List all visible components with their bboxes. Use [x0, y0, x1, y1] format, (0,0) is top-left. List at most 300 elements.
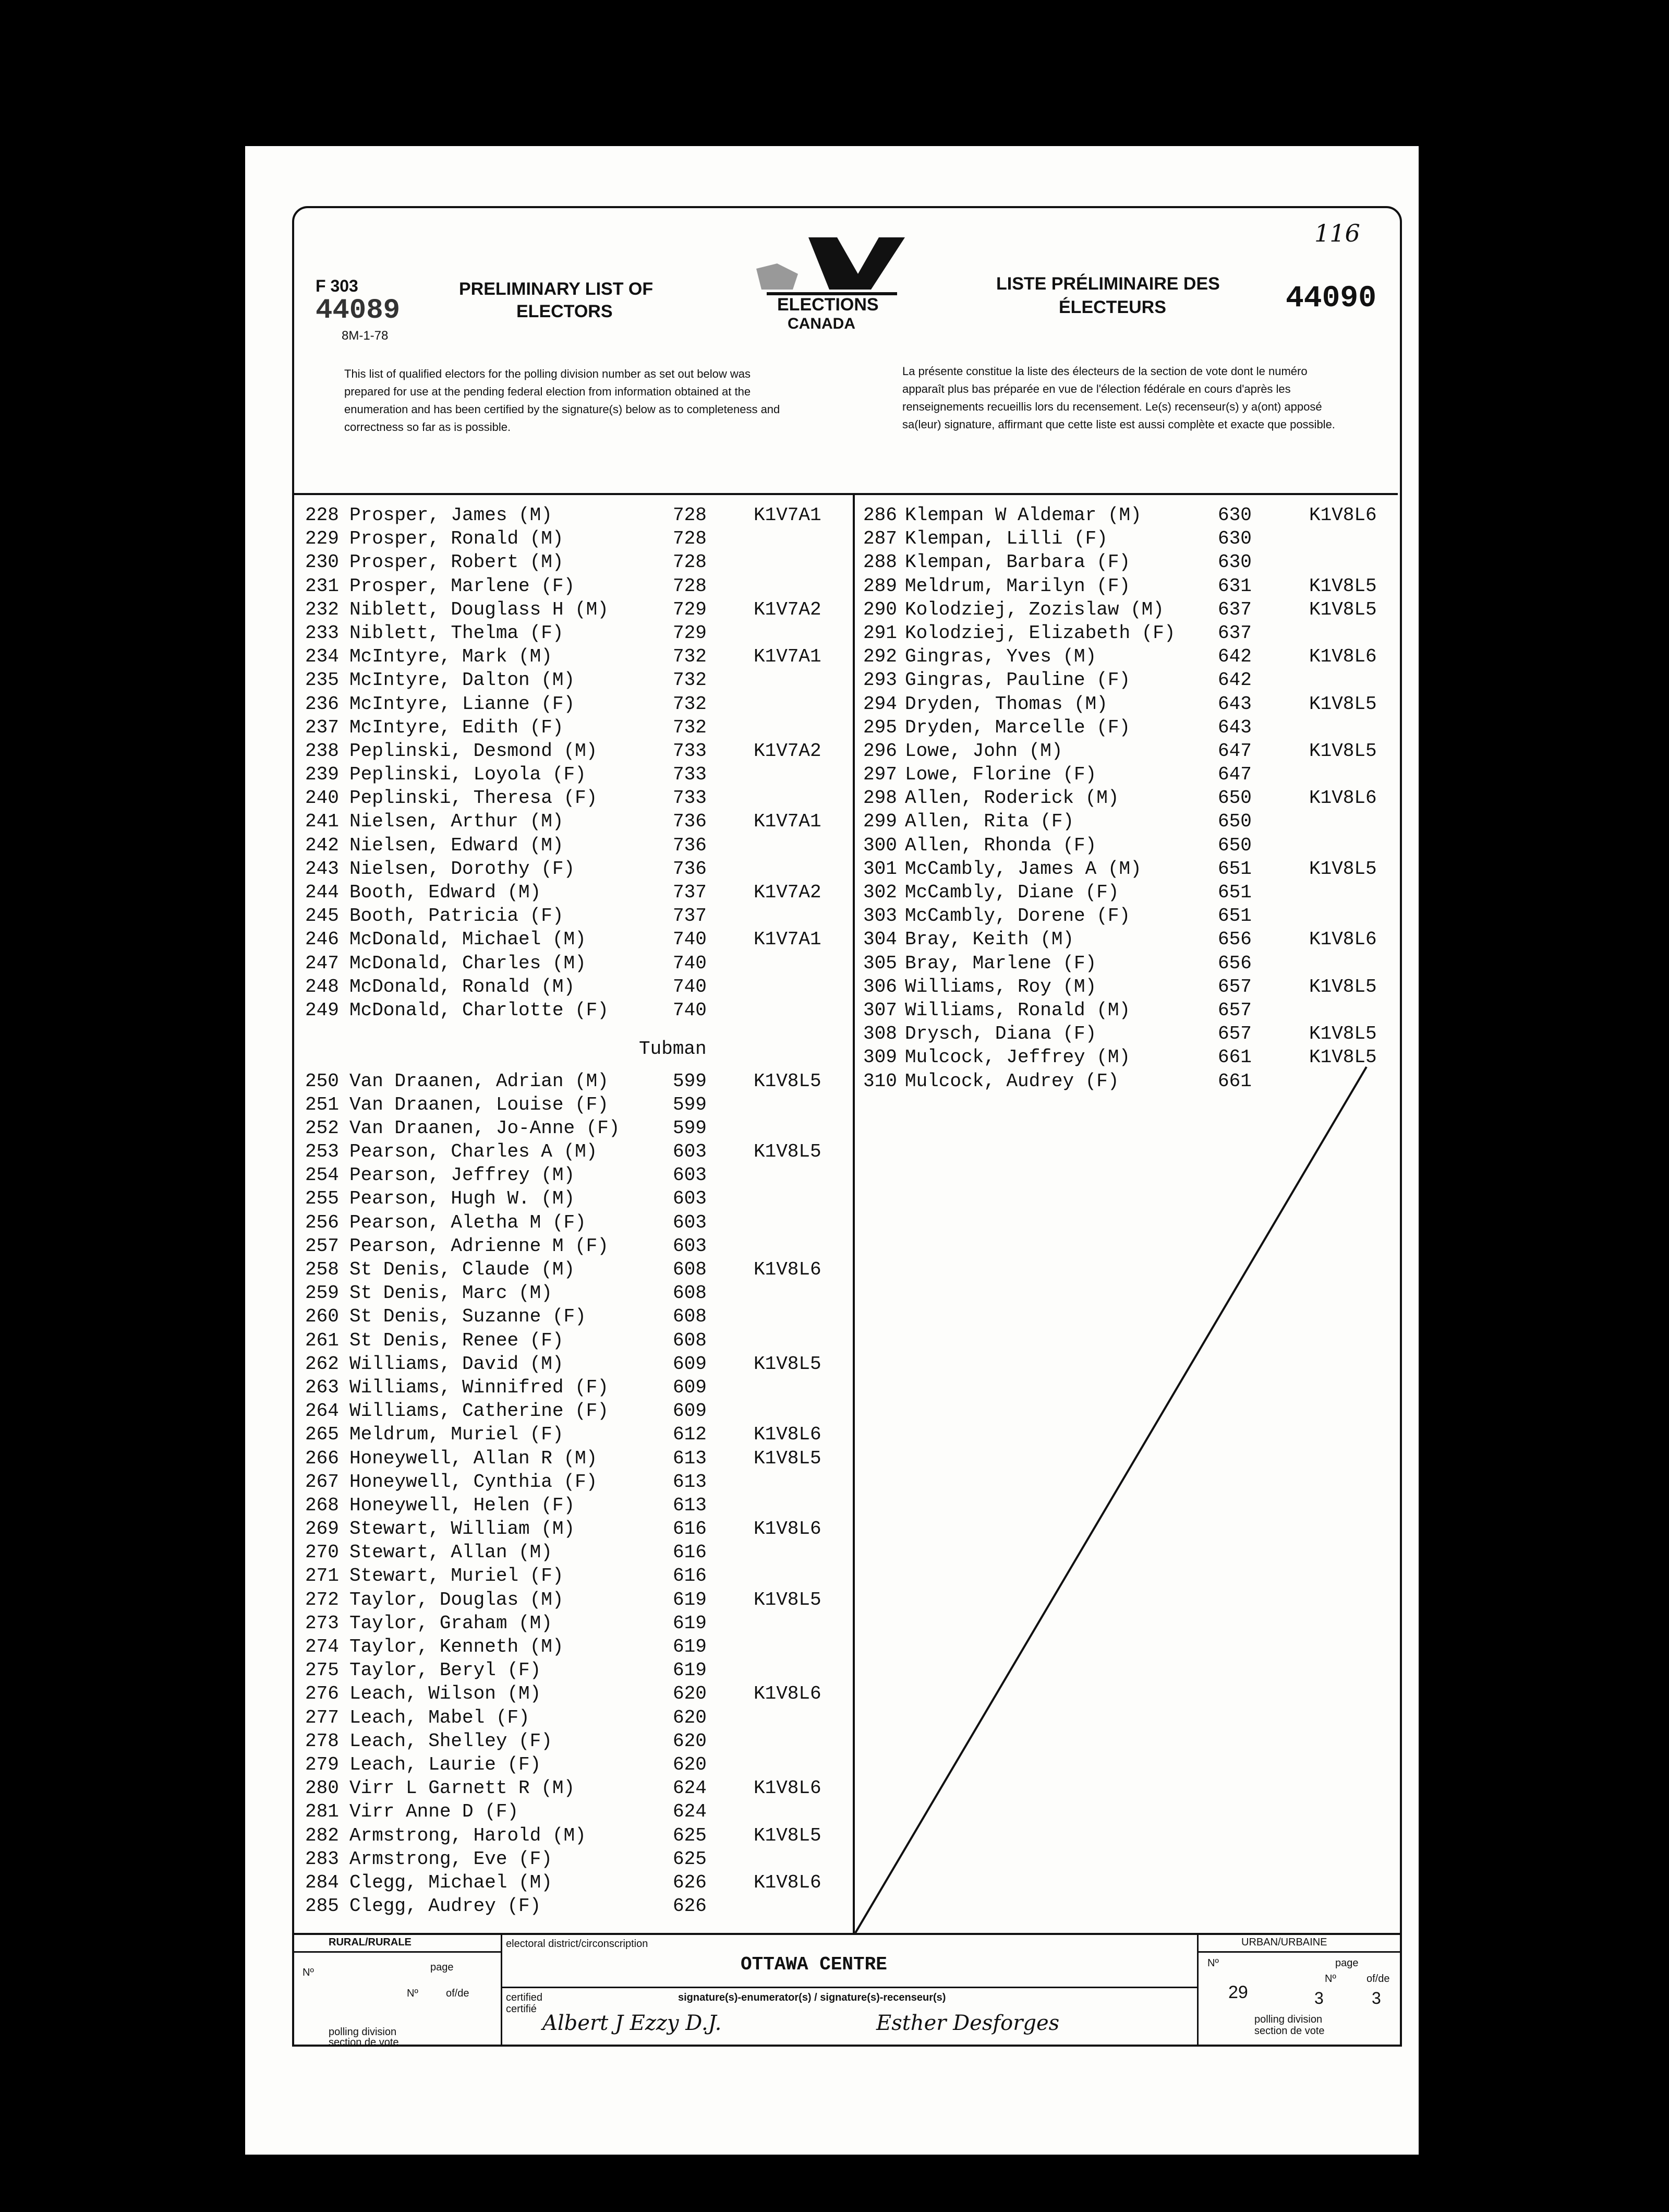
postal-code: K1V8L5: [1309, 598, 1377, 620]
elector-number: 269: [305, 1518, 339, 1540]
elector-number: 266: [305, 1447, 339, 1469]
elector-name: Nielsen, Arthur (M): [349, 811, 564, 833]
elector-number: 251: [305, 1093, 339, 1115]
elector-name: Taylor, Douglas (M): [349, 1589, 564, 1610]
elector-name: Mulcock, Jeffrey (M): [905, 1047, 1131, 1068]
elector-number: 231: [305, 575, 339, 597]
elector-number: 295: [863, 716, 897, 738]
street-number: 631: [1218, 575, 1252, 597]
elector-name: McDonald, Charlotte (F): [349, 999, 609, 1021]
urban-page-no-label: Nº: [1325, 1973, 1336, 1985]
postal-code: K1V7A1: [754, 646, 821, 668]
elector-number: 299: [863, 811, 897, 833]
elector-name: St Denis, Claude (M): [349, 1259, 575, 1280]
elector-name: Armstrong, Eve (F): [349, 1848, 552, 1870]
street-number: 736: [673, 811, 707, 833]
street-number: 608: [673, 1259, 707, 1280]
elector-number: 241: [305, 811, 339, 833]
elector-number: 262: [305, 1353, 339, 1375]
street-number: 647: [1218, 740, 1252, 762]
elector-number: 240: [305, 787, 339, 809]
elector-name: McDonald, Michael (M): [349, 929, 586, 951]
street-number: 625: [673, 1824, 707, 1846]
street-number: 733: [673, 764, 707, 786]
form-date: 8M-1-78: [342, 329, 389, 343]
elector-name: McDonald, Ronald (M): [349, 976, 575, 997]
street-number: 650: [1218, 811, 1252, 833]
elector-number: 261: [305, 1329, 339, 1351]
street-number: 608: [673, 1282, 707, 1304]
elector-number: 265: [305, 1424, 339, 1446]
postal-code: K1V7A1: [754, 929, 821, 951]
street-number: 643: [1218, 693, 1252, 715]
elector-number: 297: [863, 764, 897, 786]
elector-name: Pearson, Aletha M (F): [349, 1211, 586, 1233]
note-french: La présente constitue la liste des électeurs de la section de vote dont le numéro apparaît plus bas préparée en vue de l'élection fédérale en cours d'après les renseignements recueillis lors du recensement. Le(s) recenseur(s) y a(ont) apposé sa(leur) signature, affirmant que cette liste est aussi complète et exacte que possible.: [902, 365, 1335, 431]
street-number: 728: [673, 528, 707, 550]
elector-number: 287: [863, 528, 897, 550]
elector-number: 237: [305, 716, 339, 738]
elector-name: McIntyre, Edith (F): [349, 716, 564, 738]
elector-name: Allen, Roderick (M): [905, 787, 1119, 809]
elector-number: 293: [863, 669, 897, 691]
elector-name: Leach, Shelley (F): [349, 1730, 552, 1752]
elector-name: McCambly, Diane (F): [905, 882, 1119, 903]
elector-name: Booth, Edward (M): [349, 882, 541, 903]
elector-name: Williams, Catherine (F): [349, 1400, 609, 1422]
elector-number: 250: [305, 1070, 339, 1092]
elector-name: Allen, Rita (F): [905, 811, 1074, 833]
postal-code: K1V8L5: [754, 1141, 821, 1163]
elector-number: 243: [305, 858, 339, 880]
elector-name: St Denis, Renee (F): [349, 1329, 564, 1351]
elector-number: 307: [863, 999, 897, 1021]
elector-number: 275: [305, 1660, 339, 1681]
elector-number: 305: [863, 952, 897, 974]
street-number: 657: [1218, 976, 1252, 997]
elector-name: Williams, Roy (M): [905, 976, 1097, 997]
elector-number: 283: [305, 1848, 339, 1870]
title-en-line2: ELECTORS: [516, 302, 613, 321]
elector-name: St Denis, Marc (M): [349, 1282, 552, 1304]
note-english: This list of qualified electors for the polling division number as set out below was prepared for use at the pending federal election from information obtained at the enumeration and has been certified by the signature(s) below as to completeness and correctness so far as is possible.: [344, 367, 780, 434]
postal-code: K1V8L5: [1309, 976, 1377, 997]
urban-polling-division-label: polling division section de vote: [1254, 2014, 1325, 2037]
elector-name: Prosper, Robert (M): [349, 551, 564, 573]
elector-name: Van Draanen, Adrian (M): [349, 1070, 609, 1092]
postal-code: K1V8L5: [1309, 1047, 1377, 1068]
street-number: 599: [673, 1117, 707, 1139]
street-number: 599: [673, 1070, 707, 1092]
street-number: 624: [673, 1777, 707, 1799]
street-number: 619: [673, 1612, 707, 1634]
rural-page-no-label: Nº: [407, 1988, 418, 1999]
signature-enumerator-2: Esther Desforges: [876, 2011, 1060, 2035]
elector-name: Virr L Garnett R (M): [349, 1777, 575, 1799]
elector-name: Stewart, Allan (M): [349, 1542, 552, 1564]
elector-number: 228: [305, 504, 339, 526]
elector-number: 236: [305, 693, 339, 715]
street-number: 609: [673, 1376, 707, 1398]
street-number: 608: [673, 1329, 707, 1351]
elector-number: 263: [305, 1376, 339, 1398]
street-number: 603: [673, 1141, 707, 1163]
street-number: 609: [673, 1353, 707, 1375]
form-code: F 303: [316, 276, 358, 295]
elector-number: 301: [863, 858, 897, 880]
elector-number: 300: [863, 834, 897, 856]
street-number: 620: [673, 1753, 707, 1775]
elector-name: Bray, Keith (M): [905, 929, 1074, 951]
street-number: 643: [1218, 716, 1252, 738]
handwritten-mark: 116: [1314, 219, 1360, 247]
elector-number: 255: [305, 1188, 339, 1210]
street-number: 619: [673, 1589, 707, 1610]
elector-name: Meldrum, Marilyn (F): [905, 575, 1131, 597]
elector-name: Williams, Winnifred (F): [349, 1376, 609, 1398]
street-number: 729: [673, 598, 707, 620]
street-number: 616: [673, 1518, 707, 1540]
elector-number: 235: [305, 669, 339, 691]
elector-number: 252: [305, 1117, 339, 1139]
street-number: 624: [673, 1801, 707, 1823]
street-number: 608: [673, 1306, 707, 1328]
street-number: 603: [673, 1211, 707, 1233]
street-number: 657: [1218, 999, 1252, 1021]
elector-number: 284: [305, 1871, 339, 1893]
postal-code: K1V7A2: [754, 598, 821, 620]
street-number: 637: [1218, 598, 1252, 620]
page-number: 3: [1314, 1989, 1324, 2007]
street-number: 603: [673, 1235, 707, 1257]
elector-number: 306: [863, 976, 897, 997]
elector-name: St Denis, Suzanne (F): [349, 1306, 586, 1328]
urban-page-label: page: [1335, 1957, 1359, 1969]
elector-number: 247: [305, 952, 339, 974]
postal-code: K1V8L6: [1309, 646, 1377, 668]
elector-number: 267: [305, 1471, 339, 1493]
elector-number: 249: [305, 999, 339, 1021]
postal-code: K1V8L5: [754, 1070, 821, 1092]
elector-name: Mulcock, Audrey (F): [905, 1070, 1119, 1092]
elector-number: 280: [305, 1777, 339, 1799]
rural-page-label: page: [430, 1962, 454, 1973]
street-number: 740: [673, 999, 707, 1021]
elector-number: 242: [305, 834, 339, 856]
urban-of-label: of/de: [1366, 1973, 1390, 1985]
street-number: 651: [1218, 882, 1252, 903]
elector-number: 245: [305, 905, 339, 927]
elector-name: Virr Anne D (F): [349, 1801, 519, 1823]
rural-of-label: of/de: [446, 1988, 469, 1999]
postal-code: K1V7A1: [754, 811, 821, 833]
elector-number: 286: [863, 504, 897, 526]
elector-number: 272: [305, 1589, 339, 1610]
postal-code: K1V7A1: [754, 504, 821, 526]
street-number: 613: [673, 1447, 707, 1469]
postal-code: K1V8L5: [1309, 858, 1377, 880]
elector-number: 294: [863, 693, 897, 715]
elector-name: Van Draanen, Louise (F): [349, 1093, 609, 1115]
polling-division-number: 29: [1228, 1982, 1248, 2002]
elector-name: Gingras, Pauline (F): [905, 669, 1131, 691]
street-number: 626: [673, 1895, 707, 1917]
street-number: 740: [673, 929, 707, 951]
logo-text: ELECTIONS: [777, 295, 879, 315]
street-number: 603: [673, 1188, 707, 1210]
page-total: 3: [1372, 1989, 1381, 2007]
certified-label: certified certifié: [506, 1992, 543, 2015]
elector-name: Clegg, Michael (M): [349, 1871, 552, 1893]
elector-name: Honeywell, Helen (F): [349, 1494, 575, 1516]
elector-name: Taylor, Beryl (F): [349, 1660, 541, 1681]
elector-name: Taylor, Kenneth (M): [349, 1636, 564, 1657]
urban-no-label: Nº: [1207, 1957, 1219, 1969]
elector-number: 248: [305, 976, 339, 997]
elector-name: Dryden, Thomas (M): [905, 693, 1108, 715]
elector-name: Drysch, Diana (F): [905, 1023, 1097, 1045]
elector-name: Niblett, Thelma (F): [349, 622, 564, 644]
elector-name: Armstrong, Harold (M): [349, 1824, 586, 1846]
street-number: 609: [673, 1400, 707, 1422]
elector-number: 238: [305, 740, 339, 762]
elector-name: Peplinski, Theresa (F): [349, 787, 598, 809]
elector-name: Bray, Marlene (F): [905, 952, 1097, 974]
street-number: 729: [673, 622, 707, 644]
elector-number: 232: [305, 598, 339, 620]
street-number: 599: [673, 1093, 707, 1115]
postal-code: K1V8L6: [1309, 787, 1377, 809]
elector-number: 253: [305, 1141, 339, 1163]
elector-number: 296: [863, 740, 897, 762]
street-number: 657: [1218, 1023, 1252, 1045]
street-number: 661: [1218, 1047, 1252, 1068]
urban-label: URBAN/URBAINE: [1241, 1937, 1327, 1948]
elector-name: McIntyre, Mark (M): [349, 646, 552, 668]
street-number: 620: [673, 1706, 707, 1728]
elector-number: 291: [863, 622, 897, 644]
elector-number: 259: [305, 1282, 339, 1304]
postal-code: K1V8L6: [754, 1424, 821, 1446]
elector-number: 279: [305, 1753, 339, 1775]
street-number: 612: [673, 1424, 707, 1446]
street-number: 728: [673, 551, 707, 573]
street-number: 740: [673, 952, 707, 974]
postal-code: K1V8L5: [754, 1353, 821, 1375]
street-number: 613: [673, 1494, 707, 1516]
street-number: 650: [1218, 834, 1252, 856]
street-number: 733: [673, 740, 707, 762]
elector-name: Kolodziej, Zozislaw (M): [905, 598, 1164, 620]
street-number: 616: [673, 1565, 707, 1587]
elector-name: Taylor, Graham (M): [349, 1612, 552, 1634]
street-number: 647: [1218, 764, 1252, 786]
street-heading: Tubman: [639, 1038, 707, 1060]
elector-number: 268: [305, 1494, 339, 1516]
electoral-district: OTTAWA CENTRE: [741, 1954, 887, 1975]
title-fr-line2: ÉLECTEURS: [1059, 297, 1166, 317]
elector-name: Honeywell, Cynthia (F): [349, 1471, 598, 1493]
street-number: 656: [1218, 952, 1252, 974]
elector-name: Stewart, Muriel (F): [349, 1565, 564, 1587]
elector-number: 282: [305, 1824, 339, 1846]
street-number: 619: [673, 1636, 707, 1657]
elector-number: 271: [305, 1565, 339, 1587]
elector-number: 289: [863, 575, 897, 597]
elector-name: Meldrum, Muriel (F): [349, 1424, 564, 1446]
street-number: 733: [673, 787, 707, 809]
street-number: 736: [673, 834, 707, 856]
elector-number: 309: [863, 1047, 897, 1068]
street-number: 732: [673, 669, 707, 691]
elector-name: Clegg, Audrey (F): [349, 1895, 541, 1917]
elector-name: Pearson, Jeffrey (M): [349, 1164, 575, 1186]
elector-number: 285: [305, 1895, 339, 1917]
elector-name: Stewart, William (M): [349, 1518, 575, 1540]
elector-number: 303: [863, 905, 897, 927]
elector-number: 246: [305, 929, 339, 951]
street-number: 619: [673, 1660, 707, 1681]
street-number: 637: [1218, 622, 1252, 644]
street-number: 740: [673, 976, 707, 997]
street-number: 651: [1218, 858, 1252, 880]
elector-name: McIntyre, Dalton (M): [349, 669, 575, 691]
elector-number: 288: [863, 551, 897, 573]
elector-name: Niblett, Douglass H (M): [349, 598, 609, 620]
street-number: 650: [1218, 787, 1252, 809]
serial-number-left: 44089: [316, 295, 401, 327]
elector-name: Prosper, Marlene (F): [349, 575, 575, 597]
elector-name: Williams, Ronald (M): [905, 999, 1131, 1021]
elector-name: Klempan W Aldemar (M): [905, 504, 1142, 526]
elector-name: McDonald, Charles (M): [349, 952, 586, 974]
elector-number: 292: [863, 646, 897, 668]
postal-code: K1V8L6: [754, 1518, 821, 1540]
elector-number: 258: [305, 1259, 339, 1280]
street-number: 651: [1218, 905, 1252, 927]
elector-name: Dryden, Marcelle (F): [905, 716, 1131, 738]
street-number: 732: [673, 646, 707, 668]
street-number: 737: [673, 882, 707, 903]
elector-name: Van Draanen, Jo-Anne (F): [349, 1117, 620, 1139]
elector-name: Lowe, John (M): [905, 740, 1063, 762]
postal-code: K1V8L5: [1309, 1023, 1377, 1045]
postal-code: K1V8L5: [1309, 693, 1377, 715]
street-number: 626: [673, 1871, 707, 1893]
postal-code: K1V8L5: [1309, 740, 1377, 762]
elector-name: Nielsen, Edward (M): [349, 834, 564, 856]
elector-name: Prosper, Ronald (M): [349, 528, 564, 550]
elector-number: 308: [863, 1023, 897, 1045]
postal-code: K1V8L6: [754, 1871, 821, 1893]
rural-polling-division-label: polling division section de vote: [329, 2026, 399, 2048]
signature-label: signature(s)-enumerator(s) / signature(s)-recenseur(s): [678, 1992, 946, 2003]
postal-code: K1V8L6: [754, 1777, 821, 1799]
street-number: 630: [1218, 504, 1252, 526]
svg-text:CANADA: CANADA: [788, 315, 855, 332]
street-number: 728: [673, 575, 707, 597]
rural-label: RURAL/RURALE: [329, 1937, 412, 1948]
footer-top-line: [292, 1933, 1400, 1935]
elector-name: Leach, Mabel (F): [349, 1706, 530, 1728]
elector-name: Pearson, Hugh W. (M): [349, 1188, 575, 1210]
elector-name: McCambly, Dorene (F): [905, 905, 1131, 927]
elector-number: 257: [305, 1235, 339, 1257]
street-number: 630: [1218, 551, 1252, 573]
postal-code: K1V8L5: [754, 1824, 821, 1846]
elector-name: Klempan, Lilli (F): [905, 528, 1108, 550]
elector-name: Klempan, Barbara (F): [905, 551, 1131, 573]
elector-number: 304: [863, 929, 897, 951]
elector-name: Pearson, Charles A (M): [349, 1141, 598, 1163]
elector-number: 239: [305, 764, 339, 786]
street-number: 625: [673, 1848, 707, 1870]
street-number: 661: [1218, 1070, 1252, 1092]
elector-name: Pearson, Adrienne M (F): [349, 1235, 609, 1257]
postal-code: K1V7A2: [754, 740, 821, 762]
elector-number: 277: [305, 1706, 339, 1728]
elector-name: McCambly, James A (M): [905, 858, 1142, 880]
elector-name: Peplinski, Loyola (F): [349, 764, 586, 786]
serial-number-right: 44090: [1286, 282, 1377, 316]
elector-number: 302: [863, 882, 897, 903]
elector-name: Nielsen, Dorothy (F): [349, 858, 575, 880]
street-number: 603: [673, 1164, 707, 1186]
elector-number: 276: [305, 1683, 339, 1705]
street-number: 620: [673, 1730, 707, 1752]
elector-name: Prosper, James (M): [349, 504, 552, 526]
elector-number: 278: [305, 1730, 339, 1752]
elector-number: 298: [863, 787, 897, 809]
street-number: 630: [1218, 528, 1252, 550]
elector-name: Leach, Laurie (F): [349, 1753, 541, 1775]
rural-no-label: Nº: [303, 1967, 314, 1978]
elector-name: Honeywell, Allan R (M): [349, 1447, 598, 1469]
postal-code: K1V7A2: [754, 882, 821, 903]
elector-number: 256: [305, 1211, 339, 1233]
street-number: 642: [1218, 669, 1252, 691]
elector-number: 254: [305, 1164, 339, 1186]
street-number: 616: [673, 1542, 707, 1564]
elector-number: 281: [305, 1801, 339, 1823]
elector-name: Booth, Patricia (F): [349, 905, 564, 927]
elector-number: 270: [305, 1542, 339, 1564]
postal-code: K1V8L5: [1309, 575, 1377, 597]
elector-number: 230: [305, 551, 339, 573]
postal-code: K1V8L6: [1309, 504, 1377, 526]
elector-number: 290: [863, 598, 897, 620]
elector-number: 274: [305, 1636, 339, 1657]
elector-number: 244: [305, 882, 339, 903]
signature-enumerator-1: Albert J Ezzy D.J.: [542, 2011, 722, 2035]
elector-number: 260: [305, 1306, 339, 1328]
postal-code: K1V8L6: [754, 1683, 821, 1705]
street-number: 728: [673, 504, 707, 526]
elector-number: 310: [863, 1070, 897, 1092]
elector-number: 264: [305, 1400, 339, 1422]
elector-name: Leach, Wilson (M): [349, 1683, 541, 1705]
elector-name: Lowe, Florine (F): [905, 764, 1097, 786]
elector-name: McIntyre, Lianne (F): [349, 693, 575, 715]
street-number: 732: [673, 693, 707, 715]
elector-name: Kolodziej, Elizabeth (F): [905, 622, 1176, 644]
elector-number: 233: [305, 622, 339, 644]
elector-number: 234: [305, 646, 339, 668]
electoral-district-label: electoral district/circonscription: [506, 1938, 648, 1950]
elector-number: 229: [305, 528, 339, 550]
street-number: 620: [673, 1683, 707, 1705]
street-number: 736: [673, 858, 707, 880]
